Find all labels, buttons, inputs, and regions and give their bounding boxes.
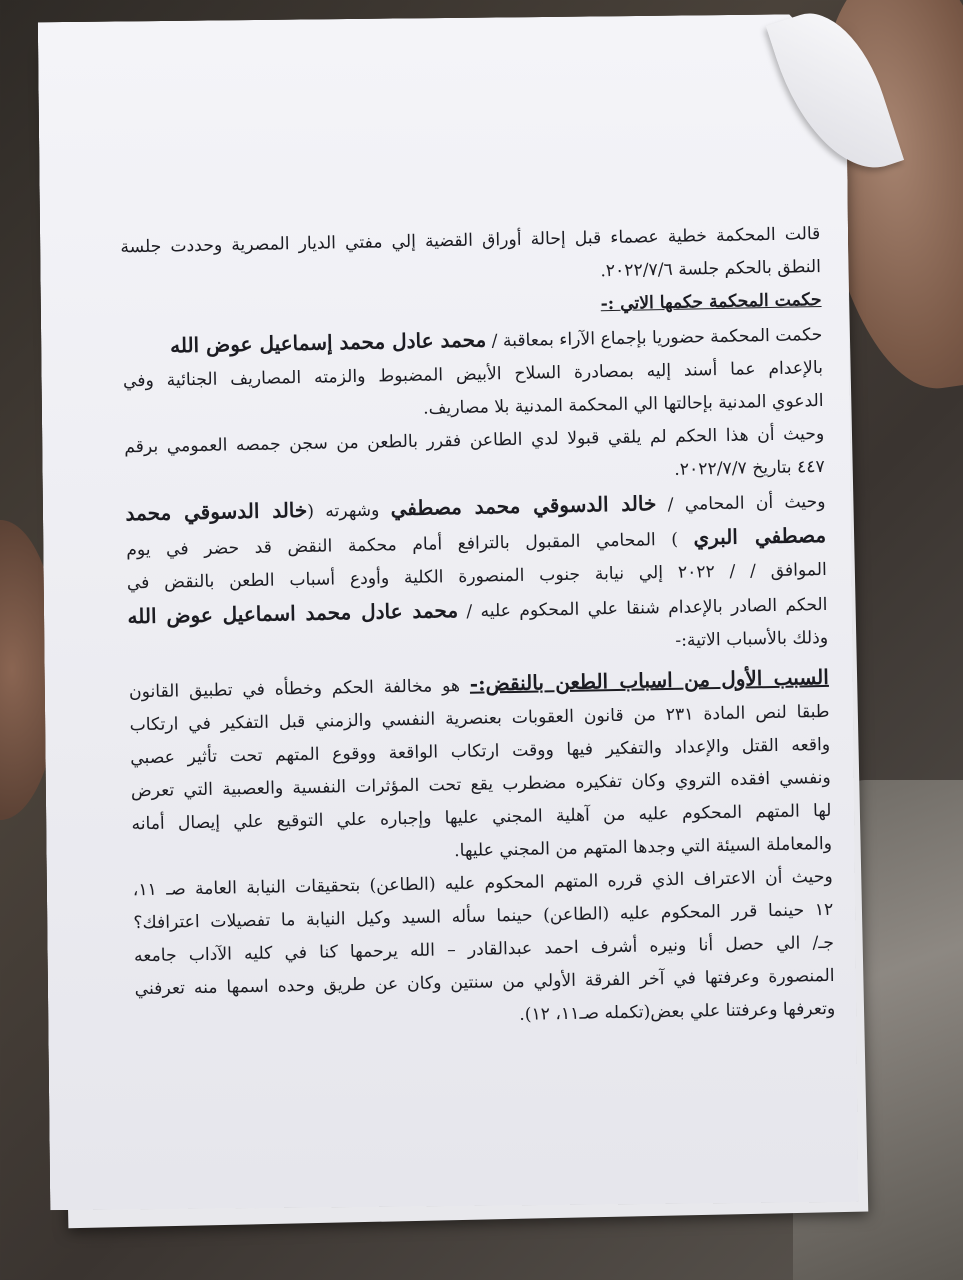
lawyer-name: خالد الدسوقي محمد مصطفي xyxy=(390,491,657,521)
doc-heading-judgment: حكمت المحكمة حكمها الاتي :- xyxy=(600,289,822,315)
doc-line-5: بالإعدام عما أسند إليه بمصادرة السلاح الأبيض المضبوط والزمته المصاريف الجنائية وفي xyxy=(122,357,824,392)
doc-line-10-text: المحامي المقبول بالترافع أمام محكمة النقض قد حضر في يوم xyxy=(126,530,656,561)
lawyer-alias-2: مصطفي البري xyxy=(693,522,827,550)
doc-line-18: لها المتهم المحكوم عليه من آهلية المجني عليها وإجباره علي التوقيع علي إيصال أمانه xyxy=(131,800,832,835)
doc-line-1: قالت المحكمة خطية عصماء قبل إحالة أوراق القضية إلي مفتي الديار المصرية وحددت جلسة xyxy=(120,223,821,258)
doc-line-14-text: هو مخالفة الحكم وخطأه في تطبيق القانون xyxy=(128,675,461,703)
doc-line-23: المنصورة وعرفتها في آخر الفرقة الأولي من سنتين وكان عن طريق وحده اسمها منه تعرفني xyxy=(134,965,835,1000)
doc-line-6: الدعوي المدنية بإحالتها الي المحكمة المدنية بلا مصاريف. xyxy=(423,390,824,419)
doc-line-7: وحيث أن هذا الحكم لم يلقي قبولا لدي الطاعن فقرر بالطعن من سجن جمصه العمومي برقم xyxy=(124,423,825,458)
doc-line-8: ٤٤٧ بتاريخ ٢٠٢٢/٧/٧. xyxy=(674,456,825,480)
doc-line-9-text: وحيث أن المحامي / xyxy=(667,491,826,515)
document-body xyxy=(120,218,835,1039)
doc-line-21: ١٢ حينما قرر المحكوم عليه (الطاعن) حينما سأله السيد وكيل النيابة ما تفصيلات اعترافك؟ xyxy=(133,899,834,934)
doc-line-12-text: الحكم الصادر بالإعدام شنقا علي المحكوم عليه / xyxy=(466,594,828,622)
first-reason-heading: السبب الأول من اسباب الطعن بالنقض:- xyxy=(469,664,830,696)
doc-line-16: واقعه القتل والإعداد والتفكير فيها ووقت ارتكاب الواقعة ووقوع المتهم تحت تأثير عصبي xyxy=(130,734,831,769)
alias-close: ) xyxy=(671,529,679,550)
doc-line-22: جـ/ الي حصل أنا ونيره أشرف احمد عبدالقادر – الله يرحمها كنا في كليه الآداب جامعه xyxy=(133,932,835,967)
doc-line-4-text: حكمت المحكمة حضوريا بإجماع الآراء بمعاقبة / xyxy=(491,324,823,352)
lawyer-alias-prefix: وشهرته ( xyxy=(307,500,380,522)
lawyer-alias: خالد الدسوقي محمد xyxy=(125,497,308,526)
doc-line-24: وتعرفها وعرفتنا علي بعض(تكمله صـ١١، ١٢). xyxy=(519,998,836,1025)
doc-line-15: طبقا لنص المادة ٢٣١ من قانون العقوبات بعنصرية النفسي والزمني قبل التفكير في ارتكاب xyxy=(129,701,830,736)
defendant-name-1: محمد عادل محمد إسماعيل عوض الله xyxy=(169,327,487,358)
doc-line-20: وحيث أن الاعتراف الذي قرره المتهم المحكوم عليه (الطاعن) بتحقيقات النيابة العامة صـ ١١، xyxy=(132,866,833,901)
doc-line-11: الموافق / / ٢٠٢٢ إلي نيابة جنوب المنصورة الكلية وأودع أسباب الطعن بالنقض في xyxy=(126,559,827,594)
doc-line-19: والمعاملة السيئة التي وجدها المتهم من المجني عليها. xyxy=(453,833,833,862)
defendant-name-2: محمد عادل محمد اسماعيل عوض الله xyxy=(127,598,459,629)
doc-line-2: النطق بالحكم جلسة ٢٠٢٢/٧/٦. xyxy=(600,256,822,282)
doc-line-17: ونفسي افقده التروي وكان تفكيره مضطرب يقع تحت المؤثرات النفسية والعصبية التي تعرض xyxy=(130,767,831,802)
doc-line-13: وذلك بالأسباب الاتية:- xyxy=(675,627,829,651)
